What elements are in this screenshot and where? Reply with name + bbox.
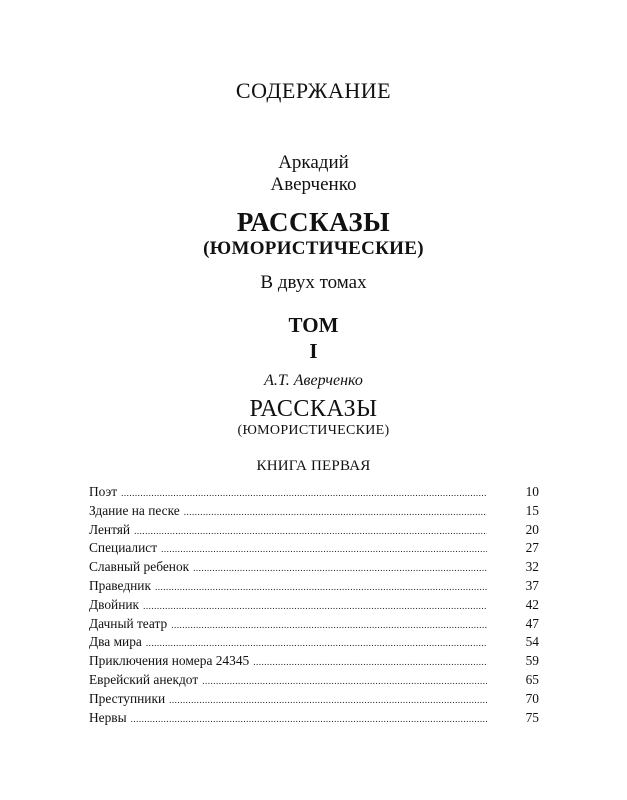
toc-entry-page: 10 <box>525 484 539 499</box>
toc-leader-dots <box>131 714 487 724</box>
toc-entry-page: 20 <box>525 521 539 537</box>
toc-entry-page: 37 <box>525 577 539 593</box>
toc-leader-dots <box>193 563 487 573</box>
toc-entry-title: Еврейский анекдот <box>89 671 199 687</box>
volumes-note: В двух томах <box>260 272 367 293</box>
toc-entry[interactable] <box>89 503 539 522</box>
toc-entry-title: Славный ребенок <box>89 559 190 575</box>
toc-leader-dots <box>184 507 487 517</box>
toc-entry-page: 65 <box>525 671 539 687</box>
section-title: РАССКАЗЫ <box>249 396 378 422</box>
page-heading: СОДЕРЖАНИЕ <box>235 78 392 103</box>
toc-entry[interactable] <box>89 522 539 541</box>
toc-entry-page: 42 <box>525 596 539 612</box>
toc-entry-page: 75 <box>525 709 539 725</box>
toc-leader-dots <box>171 620 487 630</box>
toc-entry-page: 32 <box>525 559 539 575</box>
section-subtitle: (ЮМОРИСТИЧЕСКИЕ) <box>237 423 390 438</box>
toc-entry-title: Преступники <box>89 690 166 706</box>
toc-entry[interactable] <box>89 559 539 578</box>
toc-leader-dots <box>253 657 487 667</box>
toc-leader-dots <box>202 676 487 686</box>
table-of-contents <box>89 484 539 728</box>
toc-entry-title: Лентяй <box>89 521 131 537</box>
toc-entry[interactable] <box>89 616 539 635</box>
toc-entry-page: 15 <box>525 502 539 518</box>
toc-leader-dots <box>169 695 487 705</box>
toc-entry-title: Нервы <box>89 709 127 725</box>
toc-leader-dots <box>121 488 487 498</box>
toc-entry-title: Поэт <box>89 484 118 499</box>
toc-entry[interactable] <box>89 578 539 597</box>
toc-leader-dots <box>161 544 487 554</box>
toc-entry[interactable] <box>89 691 539 710</box>
toc-entry[interactable] <box>89 634 539 653</box>
toc-leader-dots <box>134 526 487 536</box>
volume-label: ТОМ <box>288 313 339 337</box>
toc-entry[interactable] <box>89 710 539 729</box>
toc-entry-page: 70 <box>525 690 539 706</box>
book-title: РАССКАЗЫ <box>236 207 391 237</box>
toc-entry-page: 54 <box>525 634 539 650</box>
book-subtitle: (ЮМОРИСТИЧЕСКИЕ) <box>203 238 424 259</box>
toc-entry[interactable] <box>89 672 539 691</box>
toc-entry-title: Приключения номера 24345 <box>89 653 250 669</box>
toc-entry-title: Специалист <box>89 540 158 556</box>
section-author: А.Т. Аверченко <box>264 372 363 389</box>
toc-entry-title: Здание на песке <box>89 502 180 518</box>
toc-entry[interactable] <box>89 540 539 559</box>
toc-leader-dots <box>146 638 487 648</box>
book-part-heading: КНИГА ПЕРВАЯ <box>256 458 371 474</box>
toc-entry-page: 27 <box>525 540 539 556</box>
toc-entry-title: Дачный театр <box>89 615 168 631</box>
volume-number: I <box>309 339 318 363</box>
author-first-name: Аркадий <box>278 152 349 173</box>
toc-leader-dots <box>155 582 487 592</box>
toc-entry-title: Двойник <box>89 596 140 612</box>
toc-entry[interactable] <box>89 484 539 503</box>
toc-entry[interactable] <box>89 597 539 616</box>
toc-entry[interactable] <box>89 653 539 672</box>
toc-leader-dots <box>143 601 487 611</box>
toc-entry-title: Два мира <box>89 634 142 650</box>
toc-entry-page: 47 <box>525 615 539 631</box>
toc-entry-page: 59 <box>525 653 539 669</box>
toc-entry-title: Праведник <box>89 577 151 593</box>
author-last-name: Аверченко <box>270 174 357 195</box>
